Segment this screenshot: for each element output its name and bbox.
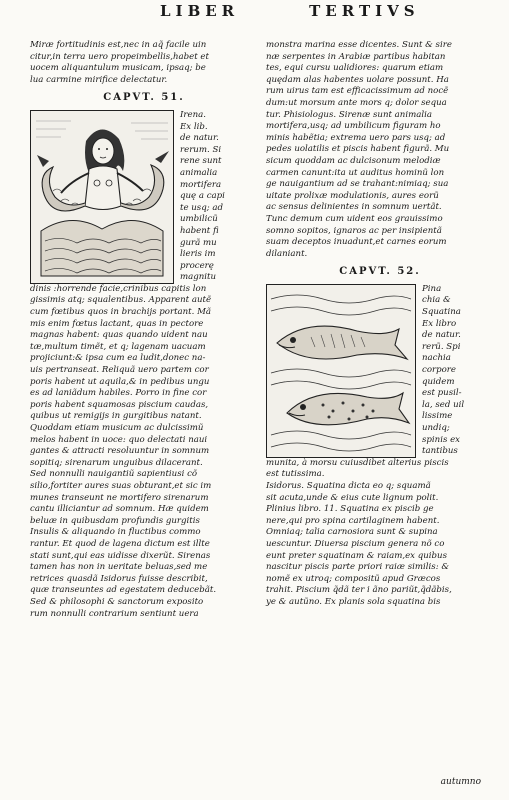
left-body-line: poris habent ut aquila,& in pedibus ungu — [30, 376, 210, 387]
right-top-line: uitate prolixæ modulationis, aures eorũ — [266, 190, 439, 201]
fish-side-line: nachia — [422, 353, 451, 364]
fish-side-line: Squatina — [422, 307, 461, 318]
chapter-heading-52: CAPVT. 52. — [339, 266, 421, 278]
right-body-line: nere,qui pro spina cartilaginem habent. — [266, 515, 440, 526]
left-body-line: silio,fortiter aures suas obturant,et sic im — [30, 480, 212, 491]
right-body-line: uescuntur. Diuersa piscium genera nõ co — [266, 539, 445, 550]
left-body-line: projiciunt:& ipsa cum ea ludit,donec na- — [30, 353, 206, 364]
siren-side-line: animalia — [180, 167, 218, 178]
right-top-line: minis habẽtia; extrema uero pars usq; ad — [266, 132, 446, 143]
right-top-line: mortifera,usq; ad umbilicum figuram ho — [266, 121, 441, 132]
siren-side-line: quę a capi — [180, 191, 225, 202]
left-body-line: munes transeunt ne mortifero sirenarum — [30, 492, 209, 503]
left-body-line: magnas habent: quas quando uident nau — [30, 330, 208, 341]
chapter-heading-51: CAPVT. 51. — [103, 92, 185, 104]
right-top-line: dum:ut morsum ante mors q; dolor sequa — [266, 97, 447, 108]
right-top-line: tes, equi cursu ualidiores: quarum etiam — [266, 63, 444, 74]
right-body-line: sit acuta,unde & eius cute lignum polit. — [266, 492, 439, 503]
running-header — [160, 2, 460, 20]
right-top-line: Tunc demum cum uident eos grauissimo — [266, 213, 443, 224]
siren-figure-block — [30, 110, 258, 284]
right-top-line: monstra marina esse dicentes. Sunt & sire — [266, 40, 452, 50]
siren-side-line: rerum. Si — [180, 144, 222, 155]
fish-side-line: Pina — [422, 283, 442, 294]
left-body-line: Sed & philosophi & sanctorum exposito — [30, 596, 204, 607]
fish-side-line: lissime — [422, 411, 453, 422]
right-body-line: Plinius libro. 11. Squatina ex piscib ge — [266, 504, 434, 515]
header-left: LIBER — [160, 2, 240, 20]
siren-side-text — [180, 110, 225, 284]
right-top-line: ac sensus delinientes in somnum uertãt. — [266, 202, 442, 213]
left-body-line: Quoddam etiam musicum ac dulcissimũ — [30, 423, 204, 433]
fish-side-line: spinis ex — [422, 434, 461, 445]
left-intro-line: citur,in terra uero propeimbellis,habet et — [30, 51, 209, 62]
left-body-line: dinis :horrende facie,crinibus capitis lon — [30, 283, 207, 294]
right-top-line: quędam alas habentes uolare possunt. Ha — [266, 74, 449, 85]
left-body-line: poris habent squamosas piscium caudas, — [30, 399, 209, 410]
siren-side-line: rene sunt — [180, 156, 222, 167]
right-body-line: ye & autũno. Ex planis sola squatina bis — [266, 597, 441, 607]
right-body-line: munita, à morsu cuiusdibet alterius piscis — [266, 457, 449, 468]
fish-side-line: tantibus — [422, 446, 458, 457]
left-body-line: beluæ in quibusdam profundis gurgitis — [30, 515, 200, 526]
left-body-line: gissimis atq; squalentibus. Apparent autẽ — [30, 295, 212, 306]
right-top-line: pedes uolatilis et piscis habent figurã. Mu — [266, 144, 450, 155]
right-top-line: tur. Phisiologus. Sirenæ sunt animalia — [266, 109, 432, 120]
left-body-line: es ad laniãdum habiles. Porro in fine cor — [30, 388, 207, 399]
siren-side-line: te usq; ad — [180, 202, 223, 213]
siren-side-line: gurã mu — [180, 237, 217, 248]
left-body-line: stati sunt,qui eas uidisse dixerũt. Sirenas — [30, 550, 211, 561]
left-body-line: Sed nonnulli nauigantiũ sapientiusi cõ — [30, 469, 198, 480]
left-body-line: rantur. Et quod de lagena dictum est illte — [30, 538, 210, 549]
fish-woodcut-image — [266, 284, 416, 458]
fish-side-line: la, sed uil — [422, 399, 465, 410]
siren-side-line: Irena. — [180, 109, 206, 120]
fish-illustration — [267, 285, 415, 457]
left-column — [30, 40, 258, 620]
left-body-line: Insulis & aliquando in fluctibus commo — [30, 527, 201, 538]
right-top-line: carmen canunt:ita ut auditus hominũ lon — [266, 167, 445, 178]
right-body-line: Omniaq; talia carnosiora sunt & supina — [266, 527, 438, 538]
fish-side-line: rerũ. Spi — [422, 341, 461, 352]
mermaid-illustration — [31, 111, 173, 281]
siren-side-line: Ex lib. — [180, 121, 208, 132]
right-body-line: nomẽ ex utroq; compositũ apud Græcos — [266, 573, 441, 584]
right-top-line: rum uirus tam est efficacissimum ad nocẽ — [266, 86, 449, 97]
fish-figure-block — [266, 284, 494, 458]
right-body-text — [266, 458, 494, 609]
fish-side-line: Ex libro — [422, 318, 457, 329]
right-top-line: næ serpentes in Arabiæ partibus habitan — [266, 51, 446, 62]
left-body-line: uis pertranseat. Reliquã uero partem cor — [30, 365, 209, 376]
fish-side-line: est pusil- — [422, 388, 462, 399]
left-body-line: sopitiq; sirenarum unguibus dilacerant. — [30, 457, 203, 468]
siren-side-line: umbilicũ — [180, 214, 218, 225]
left-intro-line: lua carmine mirifice delectatur. — [30, 74, 168, 85]
right-top-line: somno sopitos, ignaros ac per insipientã — [266, 225, 442, 236]
siren-woodcut-image — [30, 110, 174, 284]
siren-side-line: mortifera — [180, 179, 222, 190]
left-body-line: cum fœtibus quos in brachijs portant. Mã — [30, 307, 212, 318]
siren-side-line: de natur. — [180, 133, 219, 144]
fish-side-text — [422, 284, 464, 458]
right-body-line: est tutissima. — [266, 469, 325, 480]
right-top-line: sicum quoddam ac dulcisonum melodiæ — [266, 155, 441, 166]
left-body-line: quæ transeuntes ad egestatem deducebãt. — [30, 585, 217, 596]
left-intro-text — [30, 40, 258, 86]
right-top-line: dilaniant. — [266, 248, 308, 259]
left-body-line: tamen has non in ueritate beluas,sed me — [30, 562, 208, 573]
left-body-line: retrices quasdã Isidorus fuisse describit, — [30, 573, 208, 584]
right-body-line: nascitur piscis parte priori raiæ similis: & — [266, 562, 449, 573]
left-body-text — [30, 284, 258, 620]
fish-side-line: quidem — [422, 376, 455, 387]
fish-side-line: corpore — [422, 365, 456, 376]
left-body-line: melos habent in uoce: quo delectati naui — [30, 434, 208, 445]
fish-side-line: undiq; — [422, 423, 450, 433]
header-right: TERTIVS — [309, 2, 420, 20]
siren-side-line: habent fi — [180, 225, 219, 236]
left-body-line: quibus ut remigijs in gurgitibus natant. — [30, 411, 202, 422]
right-body-line: eunt preter squatinam & raiam,ex quibus — [266, 550, 447, 561]
left-body-line: mis enim fœtus lactant, quas in pectore — [30, 318, 204, 329]
left-intro-line: uocem aliquantulum musicam, ipsaq; be — [30, 63, 206, 74]
right-body-line: trahit. Piscium q̃dã ter i ãno pariũt,q̃dãbis, — [266, 585, 452, 596]
left-body-line: gantes & attracti resoluuntur in somnum — [30, 446, 210, 457]
left-body-line: rum nonnulli contrarium sentiunt uera — [30, 608, 199, 619]
left-intro-line: Miræ fortitudinis est,nec in aq̃ facile uin — [30, 40, 207, 50]
fish-side-line: de natur. — [422, 330, 461, 341]
left-body-line: tæ,multum timẽt, et q; lagenam uacuam — [30, 341, 206, 352]
siren-side-line: procerę — [180, 260, 214, 271]
catchword: autumno — [440, 777, 481, 787]
right-column — [266, 40, 494, 609]
siren-side-line: magnitu — [180, 272, 217, 283]
right-body-line: Isidorus. Squatina dicta eo q; squamã — [266, 481, 431, 492]
fish-side-line: chia & — [422, 295, 451, 306]
right-top-line: ge nauigantium ad se trahant:nimiaq; sua — [266, 179, 449, 190]
left-body-line: cantu illiciantur ad somnum. Hæ quidem — [30, 504, 209, 515]
siren-side-line: lieris im — [180, 249, 216, 260]
right-top-text — [266, 40, 494, 260]
right-top-line: suam deceptos inuadunt,et carnes eorum — [266, 237, 447, 248]
